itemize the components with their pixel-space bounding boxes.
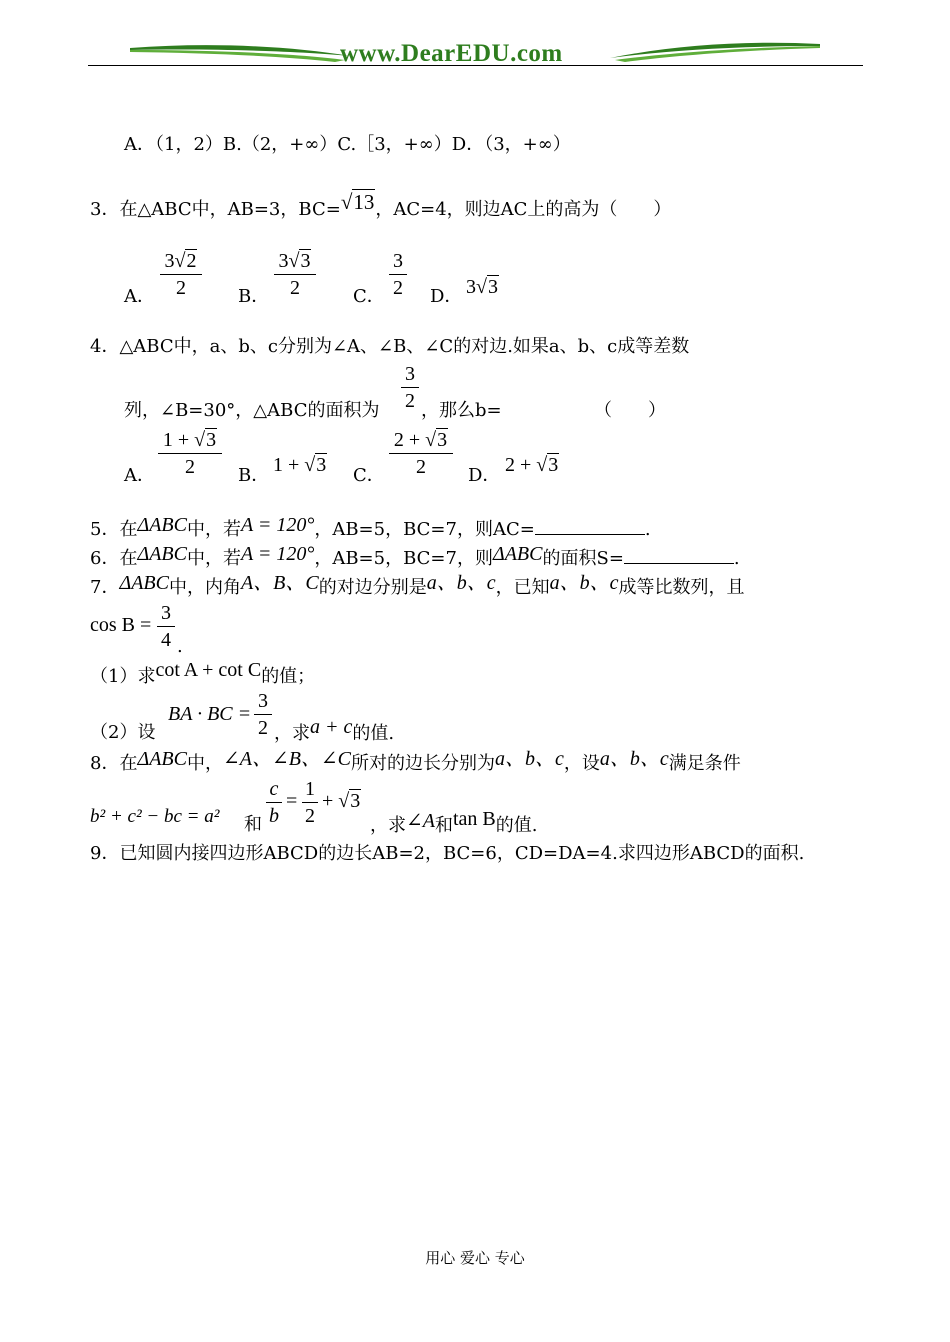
q3-d-rad: 3 (487, 276, 498, 298)
q4-a-fraction: 1 + √3 2 (158, 428, 222, 479)
q7-t1: 中，内角 (168, 577, 241, 598)
q8-end: 的值. (495, 815, 538, 836)
q4-a-label: A． (124, 465, 155, 486)
q8-c-over-b-fraction (266, 777, 282, 828)
q7-p1-end: 的值； (261, 666, 316, 687)
q3-stem-suffix: ，AC=4，则边AC上的高为（ ） (375, 199, 672, 220)
q7-p2-expr2: a + c (310, 716, 353, 738)
page-footer: 用心 爱心 专心 (425, 1249, 525, 1267)
q5-suffix: ，AB=5，BC=7，则AC= (314, 519, 535, 540)
q8-t2: 所对的边长分别为 (351, 753, 496, 774)
q3-a-den: 2 (176, 277, 186, 299)
q7-part1 (90, 659, 316, 688)
q4-b-val: 1 + (273, 454, 305, 476)
q4-d-label: D． (468, 465, 501, 486)
q8-tail (370, 808, 538, 837)
q3-c-num: 3 (393, 250, 403, 272)
q7-p2-den: 2 (258, 717, 268, 739)
q3-radicand: 13 (353, 190, 375, 214)
q8-and2: 和 (434, 815, 453, 836)
q6-suffix: ，AB=5，BC=7，则 (314, 548, 493, 569)
q5-end: . (644, 519, 651, 540)
q4-line2-suffix: ，那么b= (421, 400, 502, 421)
q8-half-den: 2 (305, 805, 315, 827)
q8-sqrt-term: + √3 (322, 790, 361, 812)
q8-num: 8．在 (90, 753, 138, 774)
q8-t4: 满足条件 (668, 753, 741, 774)
q6-end: . (733, 548, 740, 569)
q4-answer-paren: （ ） (594, 400, 666, 421)
q4-area-den: 2 (405, 390, 415, 412)
q4-c-den: 2 (416, 456, 426, 478)
q8-rad: 3 (350, 790, 361, 812)
q6-triangle: ΔABC (137, 543, 187, 565)
q7-p1-label: （1）求 (90, 666, 156, 687)
q7-p2-num: 3 (258, 690, 268, 712)
q4-c-fraction: 2 + √3 2 (389, 428, 453, 479)
q7-cos-end: . (177, 636, 183, 657)
q7-p2-mid: ，求 (274, 723, 310, 744)
q3-b-label: B． (238, 286, 270, 307)
q7-angles: A、B、C (240, 572, 319, 594)
q4-c-rad: 3 (437, 429, 448, 451)
q8-frac-num: c (269, 778, 279, 800)
q4-d-rad: 3 (548, 454, 559, 476)
q4-b-rad: 3 (316, 454, 327, 476)
q9-text: 9．已知圆内接四边形ABCD的边长AB=2，BC=6，CD=DA=4.求四边形ABCD的面积. (90, 843, 805, 864)
q3-a-fraction: 3√2 2 (160, 249, 202, 300)
q4-a-rad: 3 (206, 429, 217, 451)
q8-equals: = (286, 790, 298, 812)
q7-line1 (90, 572, 745, 599)
q6-line (90, 543, 740, 570)
q7-t4: 成等比数列，且 (618, 577, 745, 598)
q7-p2-label: （2）设 (90, 722, 156, 743)
q8-and1: 和 (244, 814, 262, 835)
q8-angle-a: ∠A (406, 810, 435, 832)
q4-d-value: 2 + √3 (505, 454, 559, 476)
q6-prefix: 6．在 (90, 548, 138, 569)
q8-plus: + (322, 790, 334, 812)
q4-b-label: B． (238, 465, 270, 486)
q3-c-den: 2 (393, 277, 403, 299)
q7-cos-num: 3 (161, 602, 171, 624)
q7-sides2: a、b、c (549, 572, 619, 594)
q3-c-fraction (389, 249, 407, 300)
q4-line2-prefix: 列，∠B=30°，△ABC的面积为 (124, 400, 380, 421)
q2-options: A．（1，2）B.（2，+∞）C.［3，+∞）D．（3，+∞） (124, 134, 571, 155)
q3-b-num: 3 (278, 250, 289, 272)
q6-triangle2: ΔABC (492, 543, 543, 565)
q4-area-fraction (401, 362, 419, 413)
q7-p2-fraction (254, 689, 272, 740)
q7-t2: 的对边分别是 (318, 577, 427, 598)
q5-angle: A = 120° (240, 514, 315, 536)
q8-triangle: ΔABC (137, 748, 187, 770)
q7-cos-den: 4 (161, 629, 171, 651)
q7-t3: ，已知 (495, 577, 550, 598)
q5-triangle: ΔABC (137, 514, 187, 536)
q8-sides2: a、b、c (599, 748, 669, 770)
q7-sides: a、b、c (426, 572, 496, 594)
q3-d-coef: 3 (466, 276, 476, 298)
q8-condition-eq: b² + c² − bc = a² (90, 806, 220, 827)
q4-c-label: C． (353, 465, 385, 486)
q5-prefix: 5．在 (90, 519, 138, 540)
q8-half-fraction (302, 777, 318, 828)
q6-answer-blank[interactable] (624, 547, 734, 564)
q7-p1-expr: cot A + cot C (155, 659, 262, 681)
q3-d-label: D． (430, 286, 463, 307)
q8-t5: ，求 (370, 815, 406, 836)
q6-suffix2: 的面积S= (542, 548, 624, 569)
q8-frac-den: b (269, 805, 279, 827)
q7-cos-text: cos B = (90, 614, 152, 636)
q8-line1 (90, 748, 741, 775)
q4-c-num: 2 + (393, 429, 426, 451)
q8-angles: ∠A、∠B、∠C (222, 748, 352, 770)
q3-d-value: 3√3 (466, 276, 498, 298)
q5-answer-blank[interactable] (535, 518, 645, 535)
q3-c-label: C． (353, 286, 385, 307)
q7-cos-fraction (157, 601, 175, 652)
q6-angle: A = 120° (240, 543, 315, 565)
q7-p2-expr: BA · BC = (168, 703, 252, 725)
header-rule (88, 65, 863, 66)
q6-mid: 中，若 (186, 548, 241, 569)
q4-a-num: 1 + (162, 429, 195, 451)
q5-mid: 中，若 (186, 519, 241, 540)
q7-p2-tail (274, 716, 395, 745)
q3-b-den: 2 (290, 277, 300, 299)
q4-b-value: 1 + √3 (273, 454, 327, 476)
q8-tan-b: tan B (452, 808, 496, 830)
q3-b-fraction: 3√3 2 (274, 249, 316, 300)
q7-triangle: ΔABC (119, 572, 169, 594)
q3-stem (90, 190, 672, 221)
q7-num: 7． (90, 577, 120, 598)
q8-t3: ，设 (563, 753, 600, 774)
q4-line1: 4．△ABC中，a、b、c分别为∠A、∠B、∠C的对边.如果a、b、c成等差数 (90, 336, 690, 357)
q3-b-rad: 3 (300, 250, 311, 272)
q5-line (90, 514, 651, 541)
q8-t1: 中， (186, 753, 223, 774)
q7-cos-lhs (90, 614, 151, 637)
q7-p2-end: 的值. (352, 723, 395, 744)
header-logo-text[interactable]: www.DearEDU.com (340, 40, 563, 67)
q4-a-den: 2 (185, 456, 195, 478)
q8-half-num: 1 (305, 778, 315, 800)
q3-a-num: 3 (164, 250, 175, 272)
q3-a-rad: 2 (186, 250, 197, 272)
q3-sqrt: √13 (340, 190, 375, 214)
q4-area-num: 3 (405, 363, 415, 385)
q4-d-val: 2 + (505, 454, 537, 476)
q3-stem-prefix: 3．在△ABC中，AB=3，BC= (90, 199, 341, 220)
q3-a-label: A． (124, 286, 155, 307)
q8-sides: a、b、c (495, 748, 564, 770)
